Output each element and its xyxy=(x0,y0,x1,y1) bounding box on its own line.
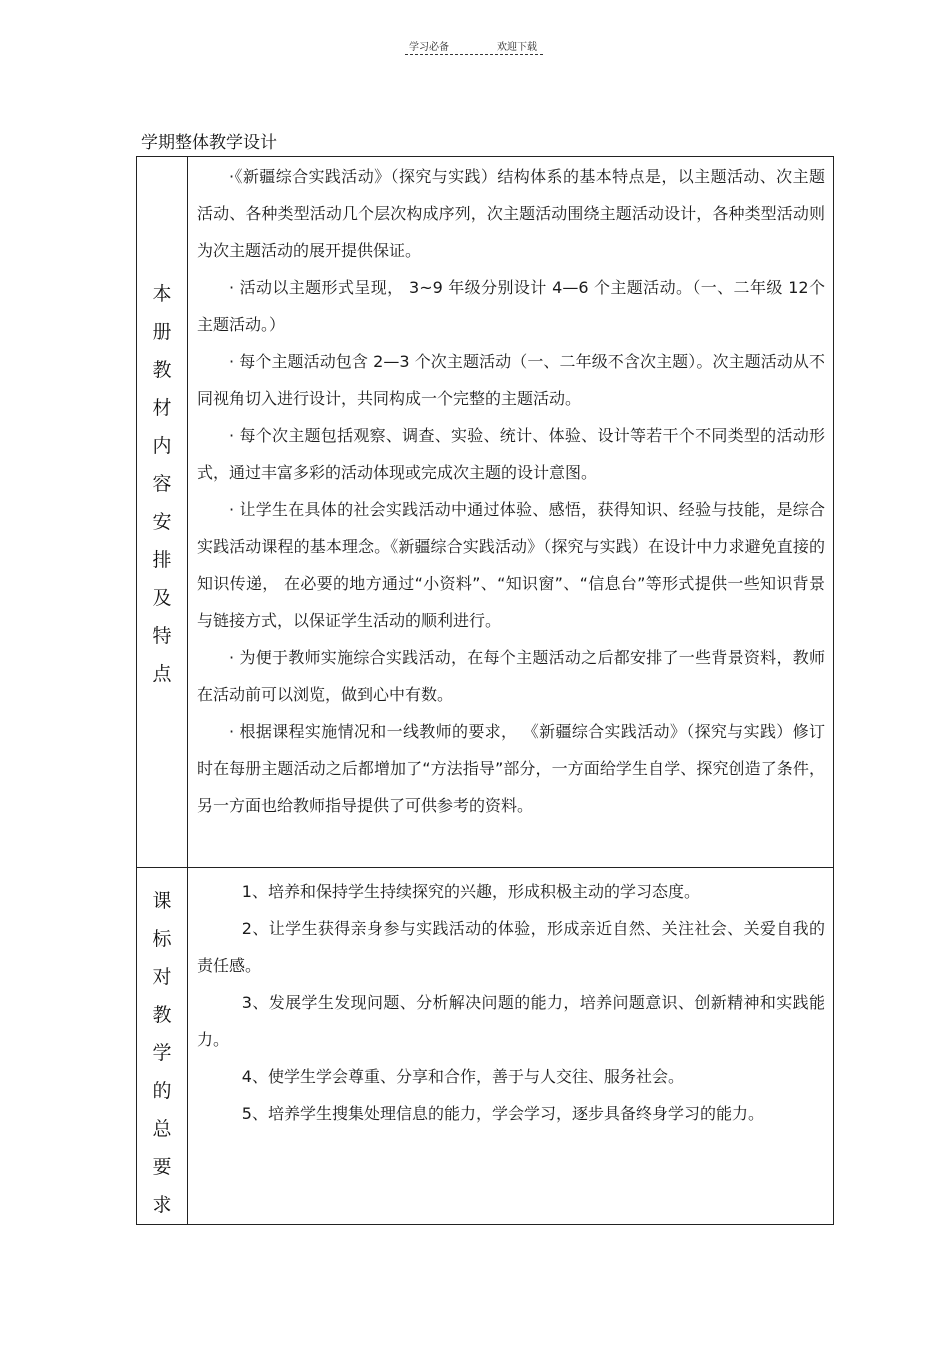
label-char: 及 xyxy=(152,587,172,609)
paragraph: ·《新疆综合实践活动》（探究与实践）结构体系的基本特点是，以主题活动、次主题活动、各种类型活动几个层次构成序列，次主题活动围绕主题活动设计，各种类型活动则为次主题活动的展开提供保证。 xyxy=(197,167,825,260)
label-char: 排 xyxy=(152,549,172,571)
label-char: 容 xyxy=(152,473,172,495)
label-char: 求 xyxy=(152,1194,172,1216)
label-char: 教 xyxy=(152,1004,172,1026)
paragraph: 3、发展学生发现问题、分析解决问题的能力，培养问题意识、创新精神和实践能力。 xyxy=(197,993,825,1049)
paragraph: · 每个主题活动包含 2—3 个次主题活动（一、二年级不含次主题）。次主题活动从不同视角切入进行设计，共同构成一个完整的主题活动。 xyxy=(197,352,825,408)
paragraph: · 让学生在具体的社会实践活动中通过体验、感悟，获得知识、经验与技能，是综合实践活动课程的基本理念。《新疆综合实践活动》（探究与实践）在设计中力求避免直接的知识传递， 在必要的地方通过“小资料”、“知识窗”、“信息台”等形式提供一些知识背景与链接方式，以保证学生活动的顺利进行。 xyxy=(197,500,825,630)
label-char: 标 xyxy=(152,928,172,950)
paragraph: · 为便于教师实施综合实践活动，在每个主题活动之后都安排了一些背景资料，教师在活动前可以浏览，做到心中有数。 xyxy=(197,648,825,704)
paragraph: 1、培养和保持学生持续探究的兴趣，形成积极主动的学习态度。 xyxy=(241,882,700,901)
section-paragraphs xyxy=(188,868,833,1132)
section-paragraphs xyxy=(188,157,833,824)
label-char: 册 xyxy=(152,321,172,343)
paragraph: · 每个次主题包括观察、调查、实验、统计、体验、设计等若干个不同类型的活动形式，通过丰富多彩的活动体现或完成次主题的设计意图。 xyxy=(197,426,825,482)
section-label-cell xyxy=(137,157,188,868)
label-char: 本 xyxy=(152,283,172,305)
header-left-text: 学习必备 xyxy=(409,42,449,53)
paragraph: · 活动以主题形式呈现， 3~9 年级分别设计 4—6 个主题活动。（一、二年级 12个主题活动。） xyxy=(197,278,825,334)
label-char: 要 xyxy=(152,1156,172,1178)
table-row xyxy=(137,868,834,1225)
label-char: 点 xyxy=(152,663,172,685)
label-char: 学 xyxy=(152,1042,172,1064)
label-char: 总 xyxy=(152,1118,172,1140)
section-content-cell xyxy=(188,868,834,1225)
section-label xyxy=(137,868,187,1224)
section-label xyxy=(137,157,187,693)
paragraph: 2、让学生获得亲身参与实践活动的体验，形成亲近自然、关注社会、关爱自我的责任感。 xyxy=(197,919,825,975)
paragraph: 4、使学生学会尊重、分享和合作，善于与人交往、服务社会。 xyxy=(241,1067,684,1086)
design-table xyxy=(136,156,834,1225)
label-char: 材 xyxy=(152,397,172,419)
paragraph: 5、培养学生搜集处理信息的能力，学会学习，逐步具备终身学习的能力。 xyxy=(241,1104,764,1123)
label-char: 的 xyxy=(152,1080,172,1102)
label-char: 对 xyxy=(152,966,172,988)
label-char: 内 xyxy=(152,435,172,457)
table-row xyxy=(137,157,834,868)
paragraph: · 根据课程实施情况和一线教师的要求， 《新疆综合实践活动》（探究与实践）修订时在每册主题活动之后都增加了“方法指导”部分，一方面给学生自学、探究创造了条件，另一方面也给教师指导提供了可供参考的资料。 xyxy=(197,722,825,815)
label-char: 安 xyxy=(152,511,172,533)
label-char: 课 xyxy=(152,890,172,912)
section-label-cell xyxy=(137,868,188,1225)
header-rule xyxy=(405,54,543,55)
label-char: 教 xyxy=(152,359,172,381)
label-char: 特 xyxy=(152,625,172,647)
section-content-cell xyxy=(188,157,834,868)
header-right-text: 欢迎下载 xyxy=(497,42,537,53)
document-title: 学期整体教学设计 xyxy=(141,133,277,153)
